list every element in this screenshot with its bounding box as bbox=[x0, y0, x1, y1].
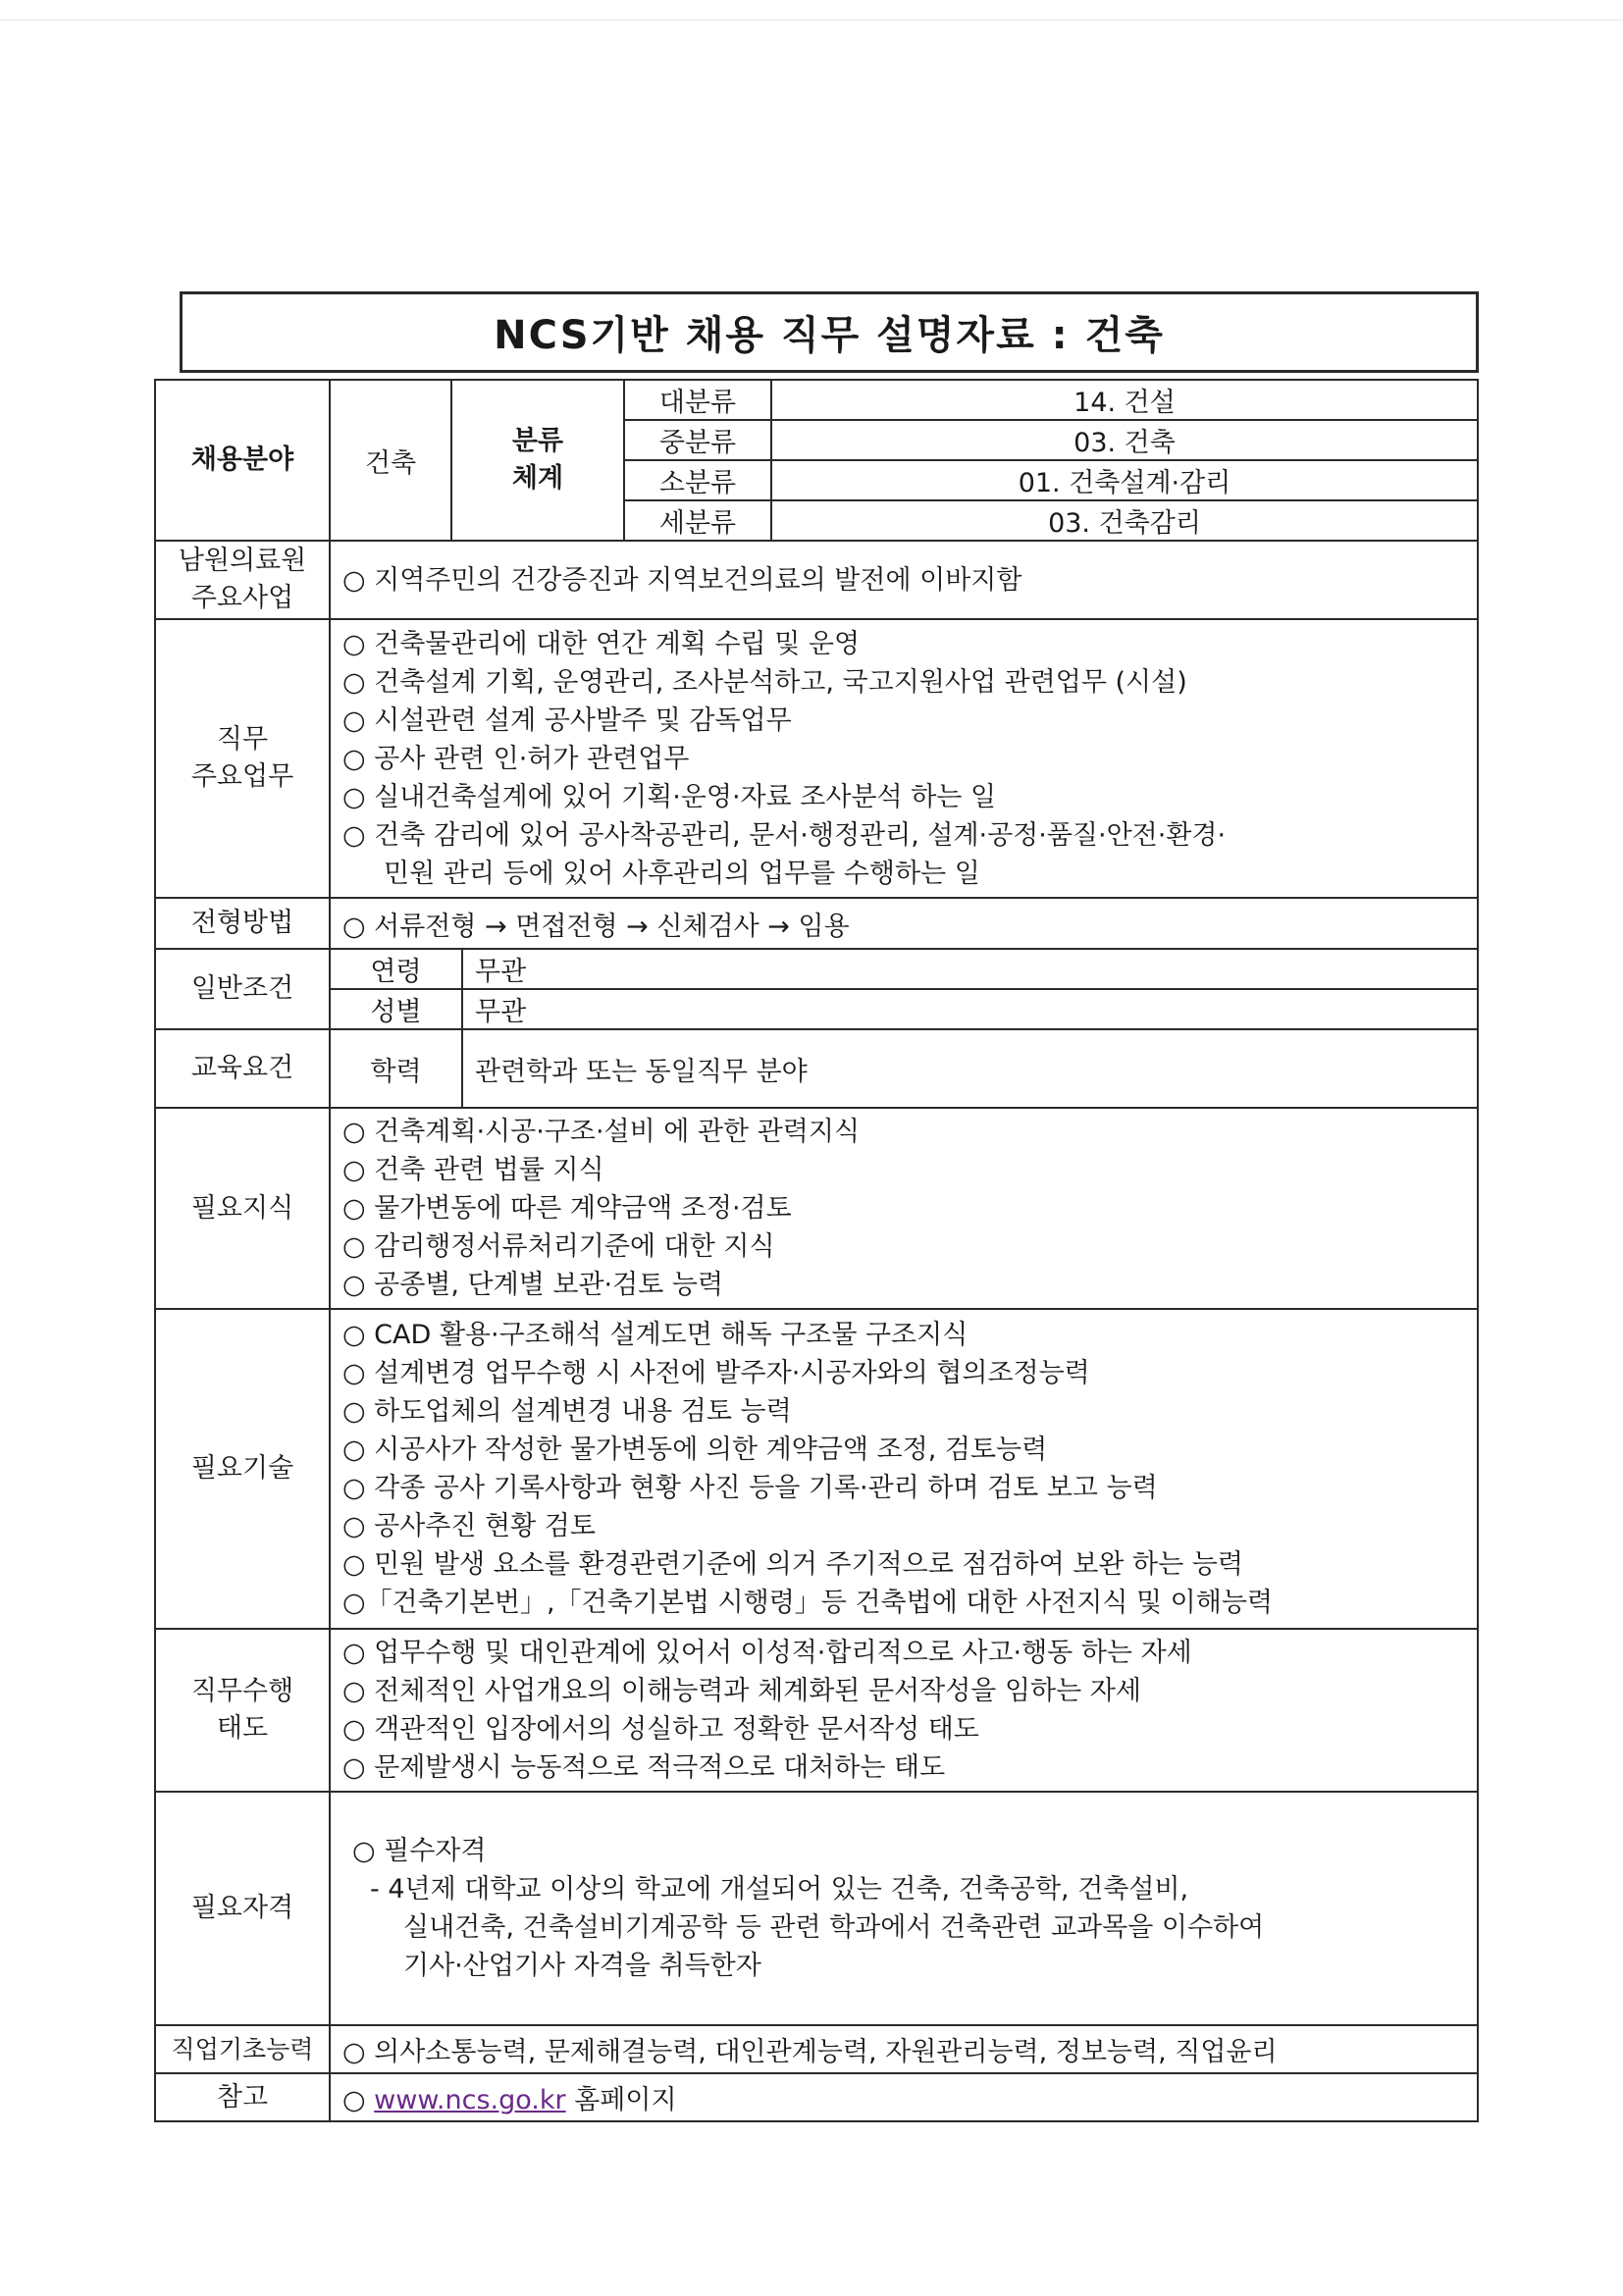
age-key: 연령 bbox=[331, 950, 462, 989]
scan-edge-line bbox=[0, 20, 1623, 21]
classification-value-2: 03. 건축 bbox=[771, 420, 1478, 460]
general-label: 일반조건 bbox=[155, 949, 330, 1029]
duties-label: 직무 주요업무 bbox=[155, 619, 330, 898]
qualification-detail-continued: 기사·산업기사 자격을 취득한자 bbox=[403, 1951, 761, 1981]
duty-item: ○ 공사 관련 인·허가 관련업무 bbox=[342, 743, 690, 774]
skill-item: ○ 공사추진 현황 검토 bbox=[342, 1511, 596, 1541]
basic-skills-label: 직업기초능력 bbox=[155, 2025, 330, 2073]
knowledge-item: ○ 공종별, 단계별 보관·검토 능력 bbox=[342, 1270, 724, 1300]
reference-bullet: ○ bbox=[342, 2085, 366, 2115]
business-content bbox=[330, 541, 1478, 619]
business-label: 남원의료원 주요사업 bbox=[155, 541, 330, 619]
field-value: 건축 bbox=[330, 380, 451, 541]
ncs-website-link[interactable]: www.ncs.go.kr bbox=[374, 2085, 566, 2115]
knowledge-item: ○ 감리행정서류처리기준에 대한 지식 bbox=[342, 1231, 775, 1262]
attitude-item: ○ 문제발생시 능동적으로 적극적으로 대처하는 태도 bbox=[342, 1752, 946, 1783]
duties-content bbox=[330, 619, 1478, 898]
duty-item: ○ 시설관련 설계 공사발주 및 감독업무 bbox=[342, 704, 792, 736]
qualification-detail: - 4년제 대학교 이상의 학교에 개설되어 있는 건축, 건축공학, 건축설비, bbox=[370, 1874, 1189, 1905]
qualification-label: 필요자격 bbox=[155, 1792, 330, 2025]
attitude-item: ○ 업무수행 및 대인관계에 있어서 이성적·합리적으로 사고·행동 하는 자세 bbox=[342, 1638, 1192, 1668]
duty-item: ○ 건축 감리에 있어 공사착공관리, 문서·행정관리, 설계·공정·품질·안전·환경· bbox=[342, 819, 1227, 851]
attitude-item: ○ 전체적인 사업개요의 이해능력과 체계화된 문서작성을 임하는 자세 bbox=[342, 1676, 1141, 1706]
classification-value-3: 01. 건축설계·감리 bbox=[771, 460, 1478, 500]
gender-key: 성별 bbox=[331, 989, 462, 1028]
knowledge-item: ○ 건축 관련 법률 지식 bbox=[342, 1155, 604, 1185]
skill-item: ○ 시공사가 작성한 물가변동에 의한 계약금액 조정, 검토능력 bbox=[342, 1435, 1048, 1465]
education-content bbox=[330, 1029, 1478, 1108]
attitude-content bbox=[330, 1629, 1478, 1792]
qualification-content bbox=[330, 1792, 1478, 2025]
attitude-item: ○ 객관적인 입장에서의 성실하고 정확한 문서작성 태도 bbox=[342, 1714, 979, 1745]
knowledge-label: 필요지식 bbox=[155, 1108, 330, 1309]
classification-value-1: 14. 건설 bbox=[771, 380, 1478, 420]
skill-item: ○ 민원 발생 요소를 환경관련기준에 의거 주기적으로 점검하여 보완 하는 능력 bbox=[342, 1549, 1243, 1580]
duty-item: ○ 건축물관리에 대한 연간 계획 수립 및 운영 bbox=[342, 628, 861, 659]
skills-label: 필요기술 bbox=[155, 1309, 330, 1629]
classification-level-1: 대분류 bbox=[624, 380, 771, 420]
duty-item: ○ 건축설계 기획, 운영관리, 조사분석하고, 국고지원사업 관련업무 (시설) bbox=[342, 666, 1187, 698]
business-item: ○ 지역주민의 건강증진과 지역보건의료의 발전에 이바지함 bbox=[342, 564, 1022, 596]
education-key: 학력 bbox=[331, 1030, 462, 1107]
classification-level-4: 세분류 bbox=[624, 500, 771, 541]
basic-skills-value: ○ 의사소통능력, 문제해결능력, 대인관계능력, 자원관리능력, 정보능력, 직업윤리 bbox=[330, 2025, 1478, 2073]
duty-item-continued: 민원 관리 등에 있어 사후관리의 업무를 수행하는 일 bbox=[384, 858, 980, 889]
reference-label: 참고 bbox=[155, 2073, 330, 2121]
education-label: 교육요건 bbox=[155, 1029, 330, 1108]
selection-value: ○ 서류전형 → 면접전형 → 신체검사 → 임용 bbox=[330, 898, 1478, 949]
skill-item: ○ 설계변경 업무수행 시 사전에 발주자·시공자와의 협의조정능력 bbox=[342, 1358, 1090, 1388]
reference-content bbox=[330, 2073, 1478, 2121]
reference-suffix: 홈페이지 bbox=[574, 2085, 677, 2115]
knowledge-item: ○ 물가변동에 따른 계약금액 조정·검토 bbox=[342, 1193, 792, 1224]
document-title-box bbox=[180, 291, 1479, 373]
skill-item: ○ 각종 공사 기록사항과 현황 사진 등을 기록·관리 하며 검토 보고 능력 bbox=[342, 1473, 1158, 1503]
gender-value: 무관 bbox=[475, 997, 527, 1027]
classification-level-3: 소분류 bbox=[624, 460, 771, 500]
knowledge-content bbox=[330, 1108, 1478, 1309]
skill-item: ○ CAD 활용·구조해석 설계도면 해독 구조물 구조지식 bbox=[342, 1320, 969, 1350]
classification-level-2: 중분류 bbox=[624, 420, 771, 460]
attitude-label: 직무수행 태도 bbox=[155, 1629, 330, 1792]
qualification-detail-continued: 실내건축, 건축설비기계공학 등 관련 학과에서 건축관련 교과목을 이수하여 bbox=[403, 1912, 1265, 1943]
duty-item: ○ 실내건축설계에 있어 기획·운영·자료 조사분석 하는 일 bbox=[342, 781, 997, 812]
general-content bbox=[330, 949, 1478, 1029]
qualification-item: ○ 필수자격 bbox=[352, 1836, 487, 1866]
field-label: 채용분야 bbox=[155, 380, 330, 541]
education-value: 관련학과 또는 동일직무 분야 bbox=[475, 1056, 808, 1087]
classification-value-4: 03. 건축감리 bbox=[771, 500, 1478, 541]
age-value: 무관 bbox=[462, 950, 1477, 989]
selection-label: 전형방법 bbox=[155, 898, 330, 949]
document-title: NCS기반 채용 직무 설명자료 : 건축 bbox=[494, 313, 1165, 358]
knowledge-item: ○ 건축계획·시공·구조·설비 에 관한 관력지식 bbox=[342, 1117, 861, 1147]
skills-content bbox=[330, 1309, 1478, 1629]
skill-item: ○ 하도업체의 설계변경 내용 검토 능력 bbox=[342, 1396, 792, 1427]
job-description-table bbox=[154, 379, 1479, 2122]
skill-item: ○「건축기본번」,「건축기본법 시행령」등 건축법에 대한 사전지식 및 이해능력 bbox=[342, 1588, 1274, 1618]
classification-label: 분류 체계 bbox=[451, 380, 624, 541]
